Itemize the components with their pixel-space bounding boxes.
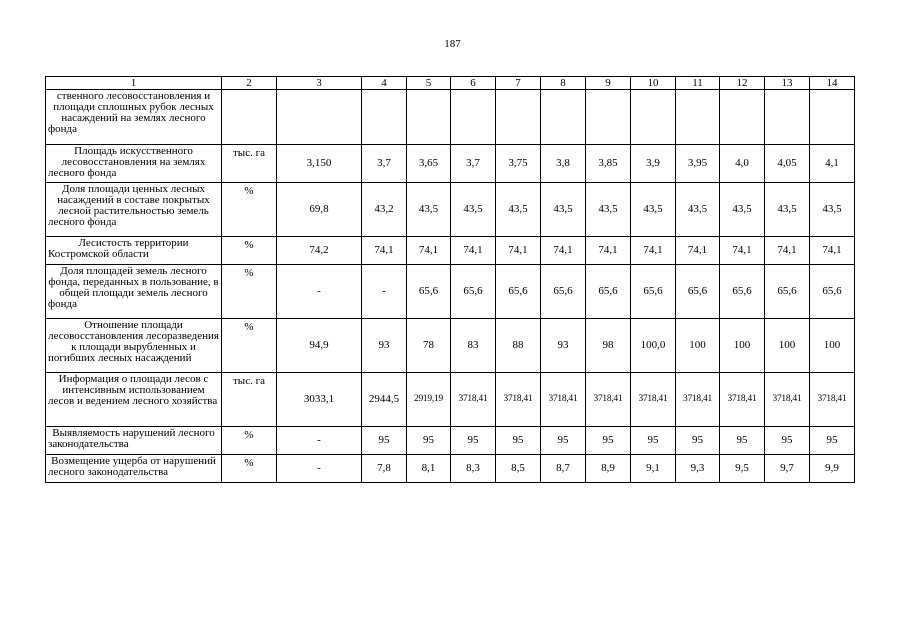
value-cell: 74,1 [496,237,541,265]
value-cell: 95 [451,427,496,455]
table-row [46,373,855,427]
value-cell: 9,7 [765,455,810,483]
column-header: 3 [277,77,362,90]
table-row [46,265,855,319]
value-cell: 3718,41 [451,373,496,427]
value-cell: 3,75 [496,145,541,183]
column-header: 4 [362,77,407,90]
value-cell: 2919,19 [407,373,451,427]
value-cell: 3718,41 [496,373,541,427]
table-row [46,145,855,183]
column-header: 10 [631,77,676,90]
table-row [46,427,855,455]
value-cell: 3718,41 [586,373,631,427]
value-cell: 83 [451,319,496,373]
value-cell: 95 [720,427,765,455]
value-cell: 43,5 [765,183,810,237]
value-cell [631,90,676,145]
value-cell: 8,9 [586,455,631,483]
value-cell: 74,2 [277,237,362,265]
value-cell: 100 [765,319,810,373]
value-cell: 2944,5 [362,373,407,427]
table-header-row [46,77,855,90]
value-cell: 3718,41 [676,373,720,427]
value-cell: 65,6 [631,265,676,319]
value-cell: 100 [810,319,855,373]
column-header: 13 [765,77,810,90]
value-cell: - [277,455,362,483]
value-cell: 3,7 [451,145,496,183]
value-cell: 95 [765,427,810,455]
value-cell: 43,5 [586,183,631,237]
unit-cell: % [222,237,277,265]
value-cell: 9,1 [631,455,676,483]
value-cell: 78 [407,319,451,373]
value-cell [765,90,810,145]
value-cell: 65,6 [496,265,541,319]
value-cell [407,90,451,145]
value-cell: 43,5 [810,183,855,237]
value-cell: 95 [586,427,631,455]
value-cell: 95 [631,427,676,455]
value-cell: 65,6 [451,265,496,319]
value-cell: 3718,41 [631,373,676,427]
value-cell: 3,95 [676,145,720,183]
value-cell: 3718,41 [810,373,855,427]
value-cell [277,90,362,145]
value-cell: 3033,1 [277,373,362,427]
indicator-label: Доля площади ценных лесных насаждений в составе покрытых лесной растительностью земель лесного фонда [46,183,222,237]
value-cell: 74,1 [541,237,586,265]
column-header: 2 [222,77,277,90]
value-cell: 74,1 [810,237,855,265]
value-cell: 65,6 [720,265,765,319]
column-header: 8 [541,77,586,90]
value-cell: 43,2 [362,183,407,237]
value-cell: 9,3 [676,455,720,483]
value-cell: 3,7 [362,145,407,183]
indicator-label: ственного лесовосстановления и площади сплошных рубок лесных насаждений на землях лесного фонда [46,90,222,145]
value-cell: 65,6 [676,265,720,319]
value-cell: 100 [676,319,720,373]
value-cell: 43,5 [407,183,451,237]
value-cell: - [362,265,407,319]
value-cell: 8,3 [451,455,496,483]
value-cell: 74,1 [720,237,765,265]
value-cell: 4,1 [810,145,855,183]
indicator-label: Лесистость территории Костромской области [46,237,222,265]
value-cell: 95 [362,427,407,455]
value-cell: - [277,265,362,319]
indicator-label: Возмещение ущерба от нарушений лесного законодательства [46,455,222,483]
value-cell: 3718,41 [765,373,810,427]
table-row [46,183,855,237]
value-cell: 74,1 [676,237,720,265]
value-cell [586,90,631,145]
value-cell [720,90,765,145]
value-cell: 9,9 [810,455,855,483]
value-cell: 95 [496,427,541,455]
value-cell: 74,1 [407,237,451,265]
indicator-label: Площадь искусственного лесовосстановления на землях лесного фонда [46,145,222,183]
page-number: 187 [444,38,461,50]
value-cell: 74,1 [451,237,496,265]
column-header: 9 [586,77,631,90]
value-cell: 93 [362,319,407,373]
table-row [46,455,855,483]
value-cell: 4,05 [765,145,810,183]
value-cell: 43,5 [451,183,496,237]
value-cell: 95 [676,427,720,455]
value-cell: 69,8 [277,183,362,237]
table-row [46,90,855,145]
value-cell: 8,7 [541,455,586,483]
value-cell: 95 [541,427,586,455]
value-cell: 3,150 [277,145,362,183]
value-cell [496,90,541,145]
value-cell: 3718,41 [720,373,765,427]
value-cell: 74,1 [586,237,631,265]
value-cell: 43,5 [541,183,586,237]
unit-cell: % [222,183,277,237]
value-cell: 43,5 [676,183,720,237]
value-cell: 100 [720,319,765,373]
table-row [46,319,855,373]
indicator-label: Доля площадей земель лесного фонда, переданных в пользование, в общей площади земель лесного фонда [46,265,222,319]
value-cell [810,90,855,145]
unit-cell: % [222,319,277,373]
value-cell: 65,6 [765,265,810,319]
column-header: 14 [810,77,855,90]
value-cell: - [277,427,362,455]
indicator-label: Информация о площади лесов с интенсивным использованием лесов и ведением лесного хозяйства [46,373,222,427]
value-cell: 8,1 [407,455,451,483]
value-cell [362,90,407,145]
column-header: 1 [46,77,222,90]
value-cell: 88 [496,319,541,373]
value-cell: 43,5 [631,183,676,237]
value-cell: 74,1 [631,237,676,265]
unit-cell: % [222,455,277,483]
unit-cell [222,90,277,145]
value-cell: 3,8 [541,145,586,183]
value-cell: 65,6 [407,265,451,319]
value-cell: 93 [541,319,586,373]
value-cell: 43,5 [720,183,765,237]
value-cell: 43,5 [496,183,541,237]
value-cell: 3,65 [407,145,451,183]
value-cell: 95 [407,427,451,455]
column-header: 6 [451,77,496,90]
unit-cell: % [222,265,277,319]
value-cell: 98 [586,319,631,373]
value-cell: 7,8 [362,455,407,483]
value-cell [451,90,496,145]
value-cell [541,90,586,145]
value-cell: 95 [810,427,855,455]
value-cell: 65,6 [810,265,855,319]
value-cell: 4,0 [720,145,765,183]
indicator-label: Отношение площади лесовосстановления лесоразведения к площади вырубленных и погибших лесных насаждений [46,319,222,373]
unit-cell: тыс. га [222,145,277,183]
value-cell [676,90,720,145]
table-row [46,237,855,265]
value-cell: 100,0 [631,319,676,373]
value-cell: 3718,41 [541,373,586,427]
indicator-label: Выявляемость нарушений лесного законодательства [46,427,222,455]
value-cell: 3,9 [631,145,676,183]
unit-cell: тыс. га [222,373,277,427]
value-cell: 8,5 [496,455,541,483]
value-cell: 74,1 [765,237,810,265]
value-cell: 74,1 [362,237,407,265]
value-cell: 9,5 [720,455,765,483]
value-cell: 65,6 [586,265,631,319]
value-cell: 3,85 [586,145,631,183]
column-header: 5 [407,77,451,90]
column-header: 12 [720,77,765,90]
column-header: 7 [496,77,541,90]
value-cell: 65,6 [541,265,586,319]
unit-cell: % [222,427,277,455]
indicators-table [45,76,855,483]
value-cell: 94,9 [277,319,362,373]
column-header: 11 [676,77,720,90]
